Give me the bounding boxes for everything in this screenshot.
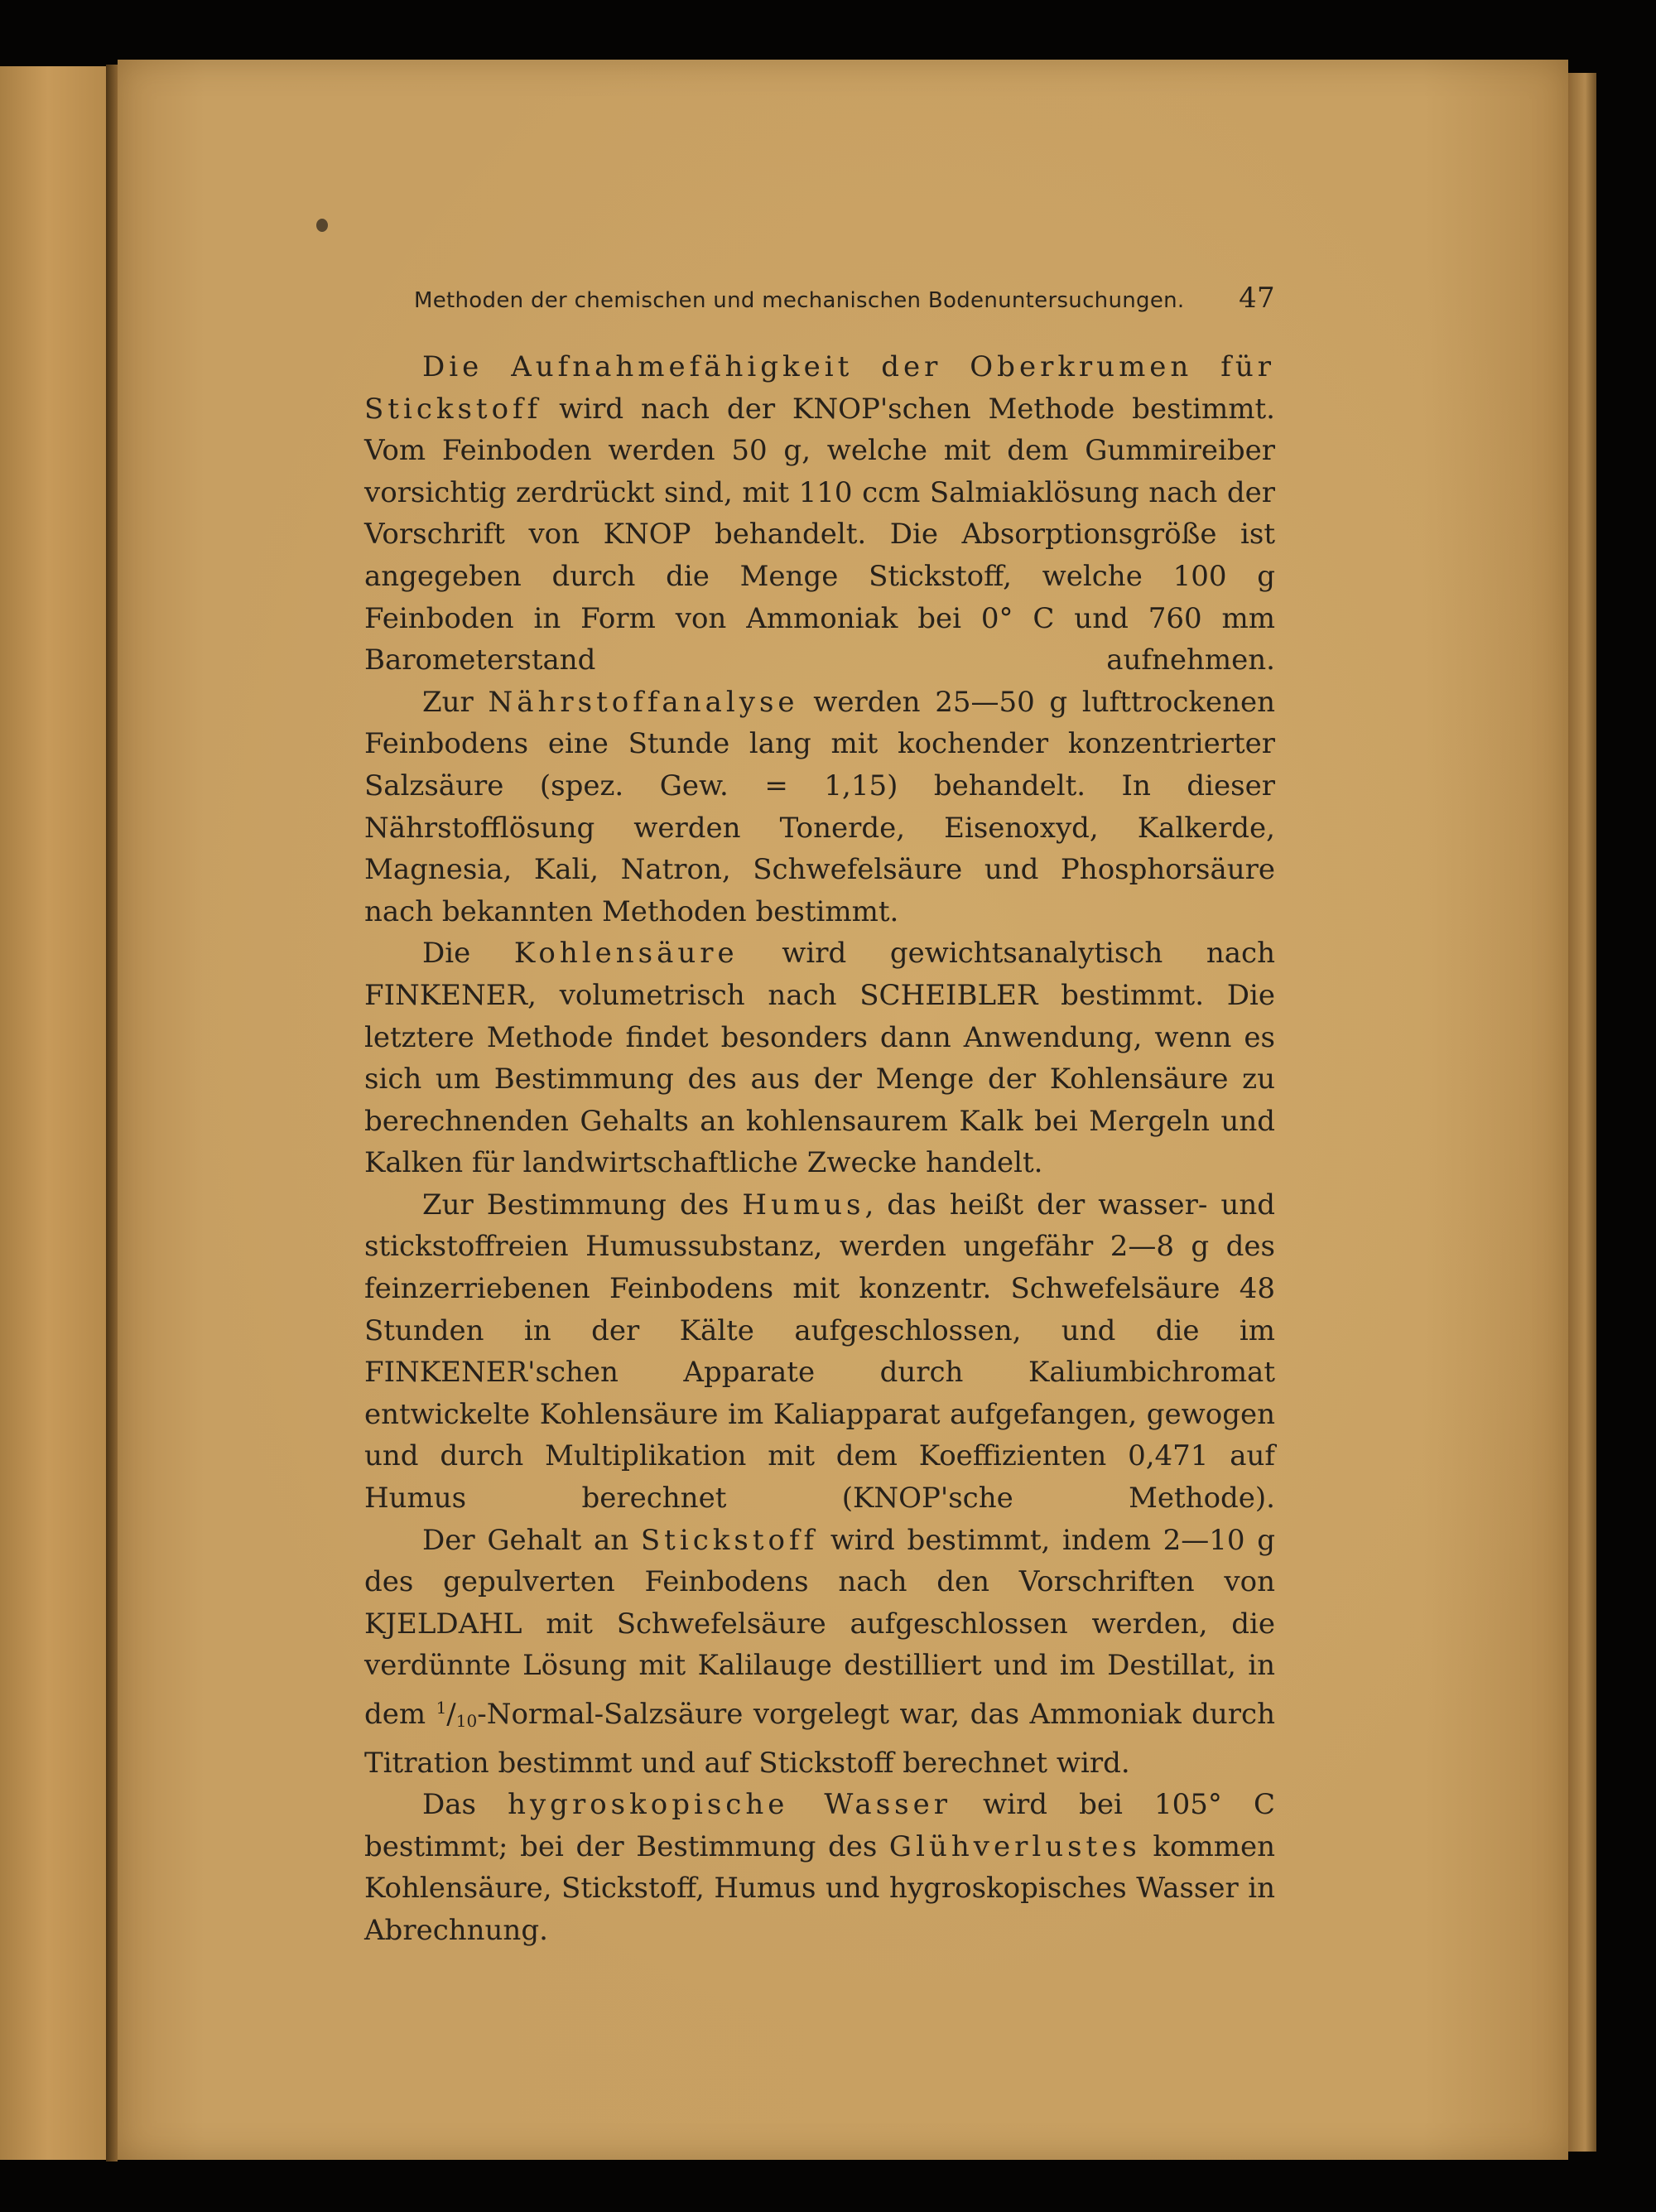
running-head [414, 282, 1275, 315]
paragraph-absorption [364, 346, 1275, 682]
paragraph-lead: Die [422, 937, 514, 971]
fraction-denominator: 10 [455, 1711, 478, 1731]
fraction: $^1/_{10}$ [436, 1698, 478, 1731]
book-gutter [106, 65, 118, 2161]
paragraph-lead: Zur Bestimmung des [422, 1188, 743, 1222]
spaced-term: Humus [742, 1188, 865, 1222]
spaced-term-2: Glühverlustes [888, 1829, 1141, 1863]
paragraph-lead: Zur [422, 685, 489, 719]
spaced-term: hygroskopische Wasser [508, 1788, 951, 1822]
body-text [364, 346, 1275, 1952]
running-head-title: Methoden der chemischen und mechanischen Bodenuntersuchungen. [414, 288, 1185, 313]
paragraph-text-after: -Normal-Salzsäure vorgelegt war, das Ammoniak durch Titration bestimmt und auf Stickstoff berechnet wird. [364, 1698, 1275, 1780]
spaced-term: Die Aufnahmefähigkeit der Oberkrumen für Stickstoff [364, 350, 1275, 426]
paragraph-text-after: kommen Kohlensäure, Stickstoff, Humus und hygroskopisches Wasser in Abrechnung. [364, 1829, 1275, 1947]
left-page-edge [0, 66, 108, 2160]
paragraph-lead: Das [422, 1788, 508, 1822]
paragraph-text: wird bei 105° C bestimmt; bei der Bestimmung des [364, 1788, 1275, 1863]
paragraph-hygroscopic [364, 1784, 1275, 1951]
paragraph-lead: Der Gehalt an [422, 1523, 641, 1557]
spaced-term: Kohlensäure [513, 937, 739, 971]
paragraph-text: wird gewichtsanalytisch nach FINKENER, volumetrisch nach SCHEIBLER bestimmt. Die letztere Methode findet besonders dann Anwendung, wenn es sich um Bestimmung des aus der Menge der Kohlensäure zu berechnenden Gehalts an kohlensaurem Kalk bei Mergeln und Kalken für landwirtschaftliche Zwecke handelt. [364, 937, 1275, 1180]
paragraph-nutrients [364, 682, 1275, 933]
spaced-term: Stickstoff [640, 1523, 819, 1557]
fraction-numerator: 1 [436, 1698, 447, 1718]
page-number: 47 [1239, 282, 1275, 315]
paragraph-text: , das heißt der wasser- und stickstoffreien Humussubstanz, werden ungefähr 2—8 g des feinzerriebenen Feinbodens mit konzentr. Schwefelsäure 48 Stunden in der Kälte aufgeschlossen, und die im FINKENER'schen Apparate durch Kaliumbichromat entwickelte Kohlensäure im Kaliapparat aufgefangen, gewogen und durch Multiplikation mit dem Koeffizienten 0,471 auf Humus berechnet (KNOP'sche Methode). [364, 1188, 1275, 1516]
spaced-term: Nährstoffanalyse [488, 685, 799, 719]
paragraph-text: wird bestimmt, indem 2—10 g des gepulverten Feinbodens nach den Vorschriften von KJELDAHL mit Schwefelsäure aufgeschlossen werden, die verdünnte Lösung mit Kalilauge destilliert und im Destillat, in dem [364, 1523, 1275, 1731]
paragraph-nitrogen [364, 1520, 1275, 1785]
ink-spot [316, 219, 328, 232]
paragraph-carbonic-acid [364, 933, 1275, 1184]
paragraph-text: wird nach der KNOP'schen Methode bestimmt. Vom Feinboden werden 50 g, welche mit dem Gummireiber vorsichtig zerdrückt sind, mit 110 ccm Salmiaklösung nach der Vorschrift von KNOP behandelt. Die Absorptionsgröße ist angegeben durch die Menge Stickstoff, welche 100 g Feinboden in Form von Ammoniak bei 0° C und 760 mm Barometerstand aufnehmen. [364, 392, 1275, 677]
paragraph-humus [364, 1184, 1275, 1520]
paragraph-text: werden 25—50 g lufttrockenen Feinbodens eine Stunde lang mit kochender konzentrierter Salzsäure (spez. Gew. = 1,15) behandelt. In dieser Nährstofflösung werden Tonerde, Eisenoxyd, Kalkerde, Magnesia, Kali, Natron, Schwefelsäure und Phosphorsäure nach bekannten Methoden bestimmt. [364, 685, 1275, 928]
right-page-edge [1568, 73, 1596, 2152]
